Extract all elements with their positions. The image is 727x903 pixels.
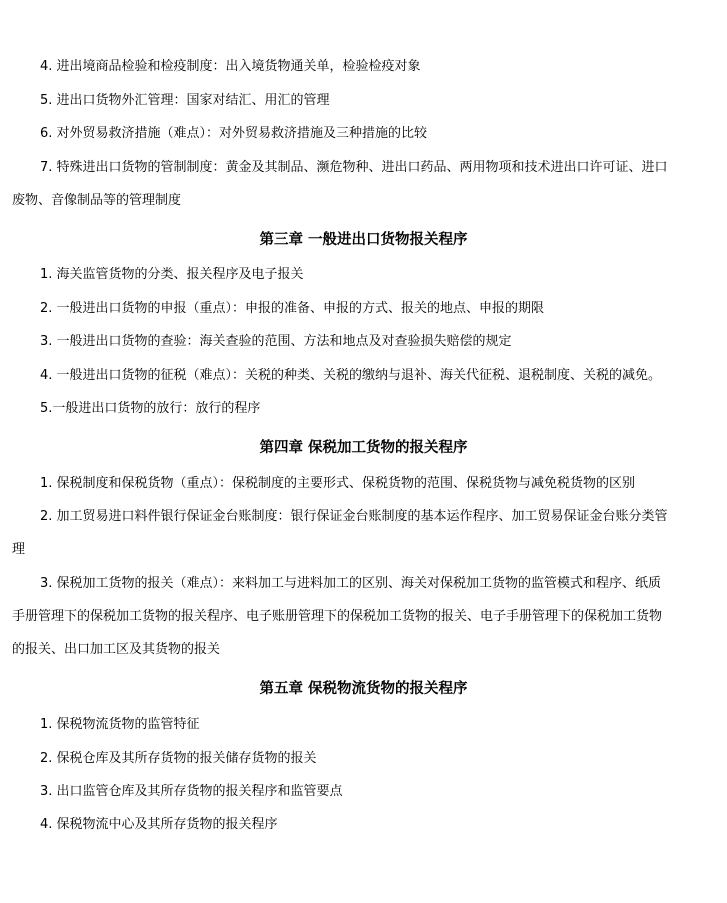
- chapter-heading: 第五章 保税物流货物的报关程序: [259, 680, 468, 697]
- chapter-heading: 第四章 保税加工货物的报关程序: [259, 439, 468, 456]
- list-item-continuation: 的报关、出口加工区及其货物的报关: [12, 642, 221, 657]
- list-item-continuation: 理: [12, 542, 26, 557]
- list-item: 1. 海关监管货物的分类、报关程序及电子报关: [40, 267, 304, 282]
- list-item: 3. 一般进出口货物的查验：海关查验的范围、方法和地点及对查验损失赔偿的规定: [40, 334, 512, 349]
- list-item: 4. 保税物流中心及其所存货物的报关程序: [40, 817, 278, 832]
- list-item: 2. 加工贸易进口料件银行保证金台账制度：银行保证金台账制度的基本运作程序、加工贸易保证金台账分类管: [40, 509, 668, 524]
- list-item: 7. 特殊进出口货物的管制制度：黄金及其制品、濒危物种、进出口药品、两用物项和技术进出口许可证、进口: [40, 160, 668, 175]
- list-item: 2. 一般进出口货物的申报（重点）：申报的准备、申报的方式、报关的地点、申报的期限: [40, 301, 545, 316]
- list-item: 2. 保税仓库及其所存货物的报关储存货物的报关: [40, 751, 317, 766]
- list-item: 3. 出口监管仓库及其所存货物的报关程序和监管要点: [40, 784, 343, 799]
- list-item: 6. 对外贸易救济措施（难点）：对外贸易救济措施及三种措施的比较: [40, 126, 428, 141]
- list-item: 1. 保税物流货物的监管特征: [40, 717, 200, 732]
- list-item: 5. 进出口货物外汇管理：国家对结汇、用汇的管理: [40, 93, 330, 108]
- list-item: 5.一般进出口货物的放行：放行的程序: [40, 401, 261, 416]
- chapter-heading: 第三章 一般进出口货物报关程序: [259, 231, 468, 248]
- list-item: 4. 进出境商品检验和检疫制度：出入境货物通关单，检验检疫对象: [40, 59, 421, 74]
- list-item: 3. 保税加工货物的报关（难点）：来料加工与进料加工的区别、海关对保税加工货物的监管模式和程序、纸质: [40, 576, 662, 591]
- list-item-continuation: 废物、音像制品等的管理制度: [12, 193, 182, 208]
- list-item-continuation: 手册管理下的保税加工货物的报关程序、电子账册管理下的保税加工货物的报关、电子手册管理下的保税加工货物: [12, 609, 663, 624]
- list-item: 4. 一般进出口货物的征税（难点）：关税的种类、关税的缴纳与退补、海关代征税、退税制度、关税的减免。: [40, 368, 662, 383]
- list-item: 1. 保税制度和保税货物（重点）：保税制度的主要形式、保税货物的范围、保税货物与减免税货物的区别: [40, 476, 636, 491]
